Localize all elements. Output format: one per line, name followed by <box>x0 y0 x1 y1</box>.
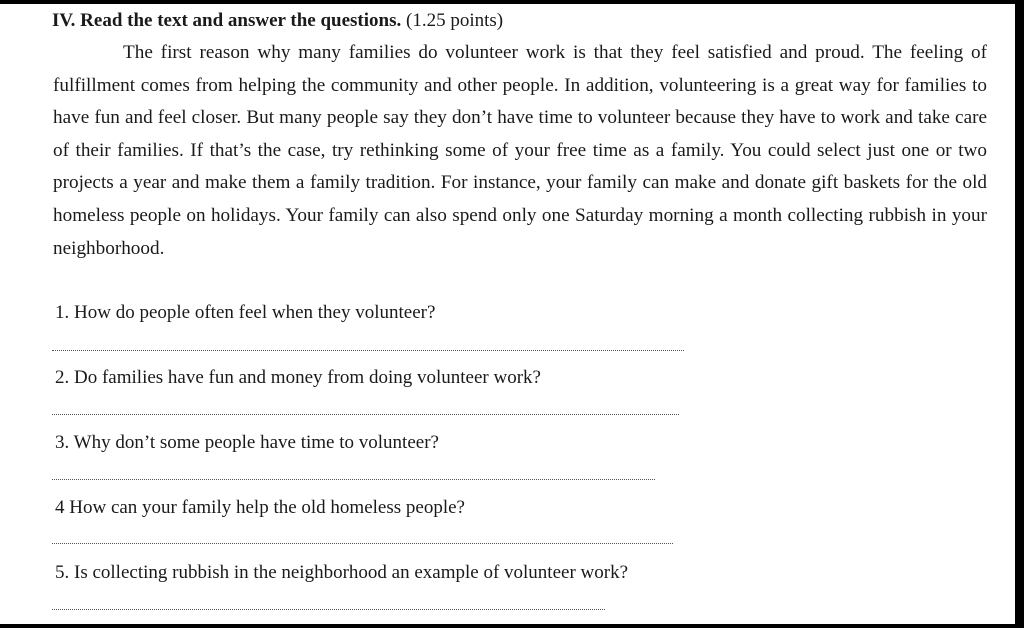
section-heading <box>52 8 503 34</box>
reading-passage: The first reason why many families do volunteer work is that they feel satisfied and proud. The feeling of fulfillment comes from helping the community and other people. In addition, volunteering is a great way for families to have fun and feel closer. But many people say they don’t have time to volunteer because they have to work and take care of their families. If that’s the case, try rethinking some of your free time as a family. You could select just one or two projects a year and make them a family tradition. For instance, your family can make and donate gift baskets for the old homeless people on holidays. Your family can also spend only one Saturday morning a month collecting rubbish in your neighborhood. <box>53 42 987 259</box>
heading-points: (1.25 points) <box>406 10 504 31</box>
answer-line-3[interactable] <box>52 479 655 480</box>
question-4: 4 How can your family help the old homeless people? <box>55 497 465 518</box>
answer-line-4[interactable] <box>52 543 673 544</box>
heading-label: IV. Read the text and answer the questions. <box>52 10 402 31</box>
question-5: 5. Is collecting rubbish in the neighborhood an example of volunteer work? <box>55 562 629 583</box>
question-2: 2. Do families have fun and money from doing volunteer work? <box>55 367 541 388</box>
answer-line-2[interactable] <box>52 414 679 415</box>
worksheet-page <box>0 4 1024 624</box>
question-1: 1. How do people often feel when they volunteer? <box>55 302 436 323</box>
answer-line-5[interactable] <box>52 609 605 610</box>
answer-line-1[interactable] <box>52 350 684 351</box>
question-3: 3. Why don’t some people have time to volunteer? <box>55 432 439 453</box>
page-border <box>1015 4 1024 624</box>
